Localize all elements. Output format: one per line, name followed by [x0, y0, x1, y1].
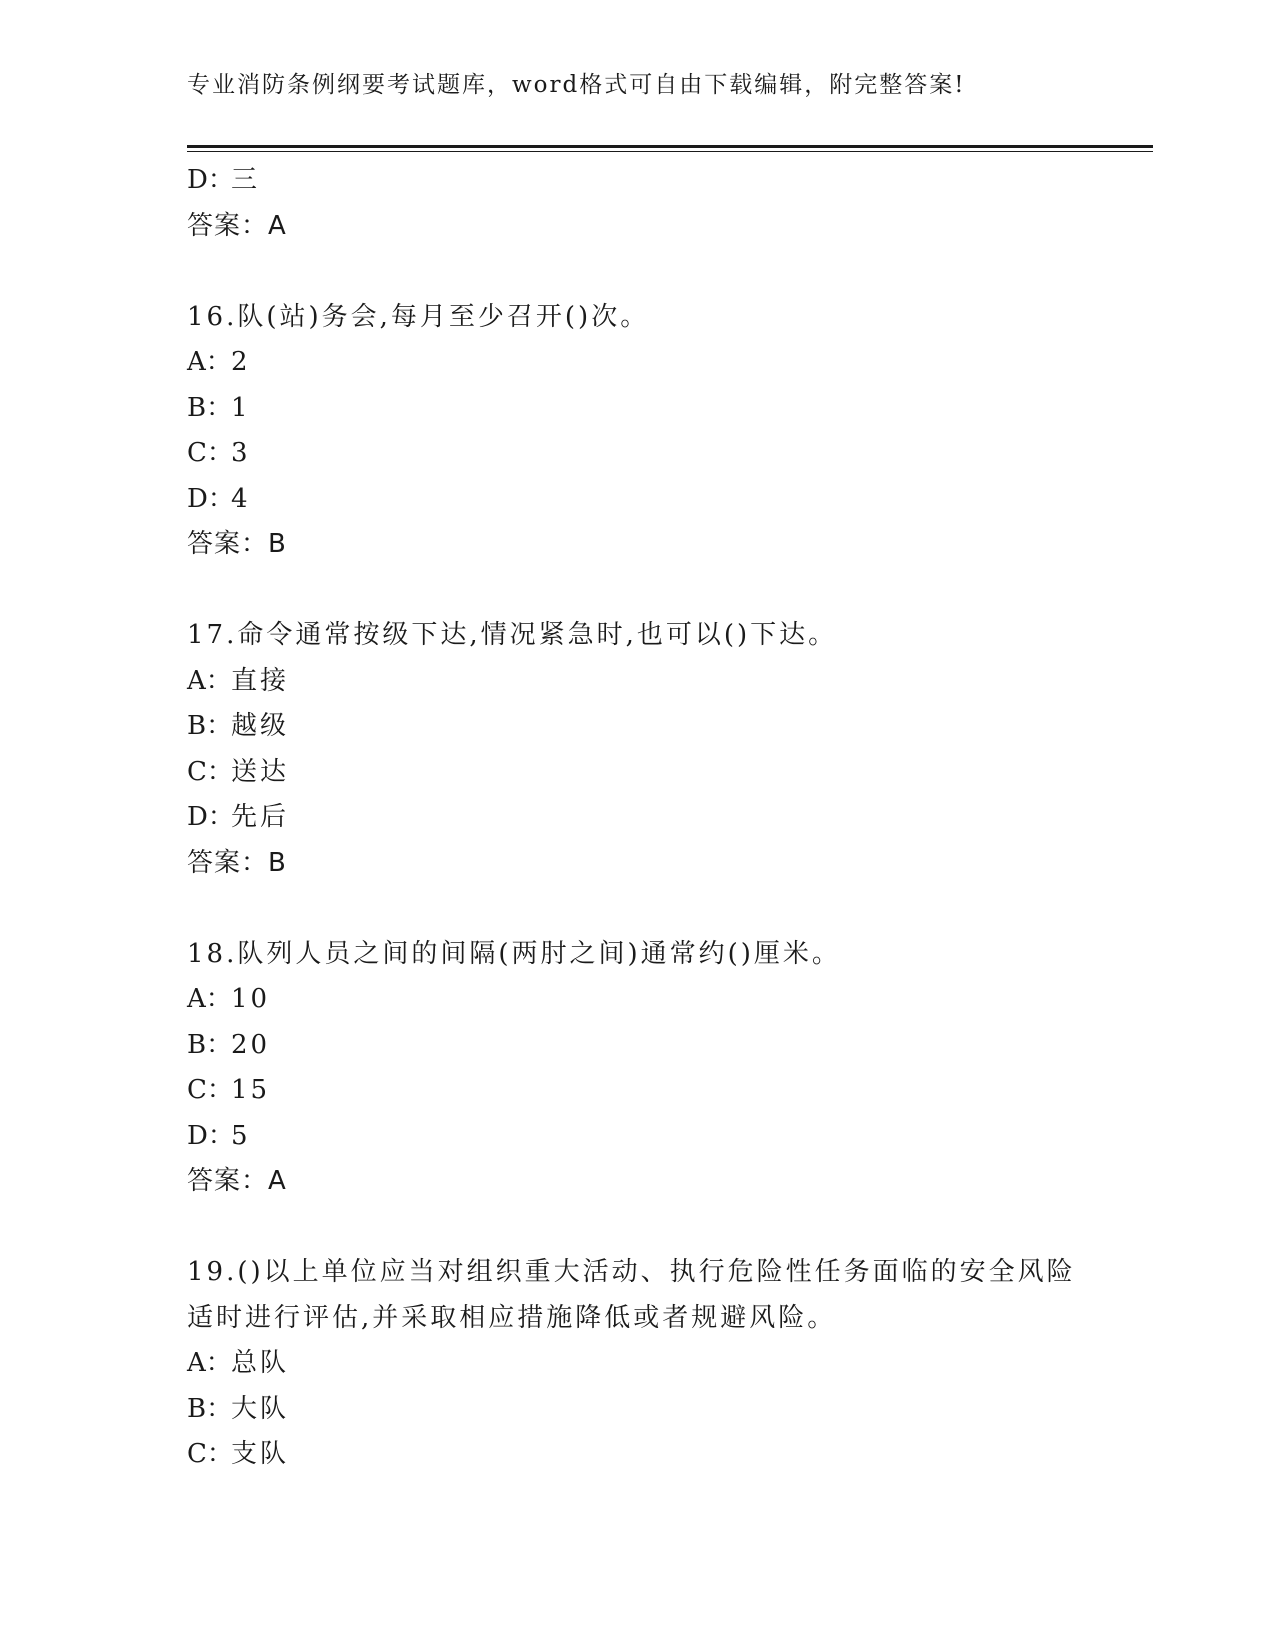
question-stem-continued: 适时进行评估,并采取相应措施降低或者规避风险。 — [187, 1302, 837, 1333]
option-d — [187, 1114, 1147, 1160]
option-text: 2 — [231, 347, 251, 377]
option-c — [187, 431, 1147, 477]
option-b — [187, 1023, 1147, 1069]
option-a — [187, 1341, 1147, 1387]
question-16 — [187, 295, 1147, 568]
answer-line: 答案：A — [187, 1166, 287, 1196]
option-label: B： — [187, 1029, 233, 1060]
option-label: D： — [187, 1120, 234, 1151]
option-text: 越级 — [231, 711, 290, 741]
option-text: 4 — [231, 483, 251, 514]
option-label: C： — [187, 1075, 233, 1105]
option-text: 20 — [231, 1029, 271, 1060]
answer-line: 答案：B — [187, 529, 287, 559]
option-c — [187, 1068, 1147, 1114]
answer-line: 答案：A — [187, 210, 287, 241]
option-text: 直接 — [231, 665, 290, 696]
option-a — [187, 977, 1147, 1023]
option-c — [187, 1432, 1147, 1478]
option-b — [187, 704, 1147, 750]
option-b — [187, 1387, 1147, 1433]
answer-line: 答案：B — [187, 847, 287, 878]
option-text: 1 — [231, 392, 251, 423]
option-label: D： — [187, 483, 234, 514]
question-18 — [187, 932, 1147, 1205]
option-b — [187, 386, 1147, 432]
option-label: C： — [187, 1439, 233, 1469]
option-label: A： — [187, 347, 232, 377]
option-label: A： — [187, 984, 232, 1014]
option-d — [187, 158, 1147, 204]
option-label: C： — [187, 438, 233, 468]
question-stem: 17.命令通常按级下达,情况紧急时,也可以()下达。 — [187, 620, 838, 650]
option-d — [187, 795, 1147, 841]
option-a — [187, 659, 1147, 705]
option-label: D： — [187, 802, 234, 832]
question-list — [187, 158, 1147, 1478]
question-19 — [187, 1250, 1147, 1478]
question-stem: 16.队(站)务会,每月至少召开()次。 — [187, 301, 650, 332]
option-text: 总队 — [231, 1348, 290, 1378]
continued-question — [187, 158, 1147, 249]
option-text: 15 — [231, 1075, 271, 1105]
option-label: B： — [187, 711, 233, 741]
option-label: A： — [187, 1348, 232, 1378]
header-rule-thick — [187, 145, 1153, 148]
option-label: C： — [187, 756, 233, 787]
option-a — [187, 340, 1147, 386]
option-d — [187, 477, 1147, 523]
question-stem: 18.队列人员之间的间隔(两肘之间)通常约()厘米。 — [187, 938, 841, 969]
option-text: 10 — [231, 984, 271, 1014]
option-text: 3 — [231, 438, 251, 468]
question-stem: 19.()以上单位应当对组织重大活动、执行危险性任务面临的安全风险 — [187, 1257, 1076, 1287]
option-c — [187, 750, 1147, 796]
option-label: B： — [187, 392, 233, 423]
option-text: 三 — [231, 165, 261, 195]
option-text: 先后 — [231, 802, 290, 832]
page-header: 专业消防条例纲要考试题库，word格式可自由下载编辑，附完整答案! — [187, 72, 966, 98]
option-text: 大队 — [231, 1393, 290, 1424]
option-label: B： — [187, 1393, 233, 1424]
option-text: 支队 — [231, 1439, 290, 1469]
header-rule-thin — [187, 151, 1153, 152]
option-text: 5 — [231, 1120, 251, 1151]
option-text: 送达 — [231, 756, 290, 787]
option-label: A： — [187, 665, 232, 696]
question-17 — [187, 613, 1147, 886]
option-label: D： — [187, 165, 234, 195]
